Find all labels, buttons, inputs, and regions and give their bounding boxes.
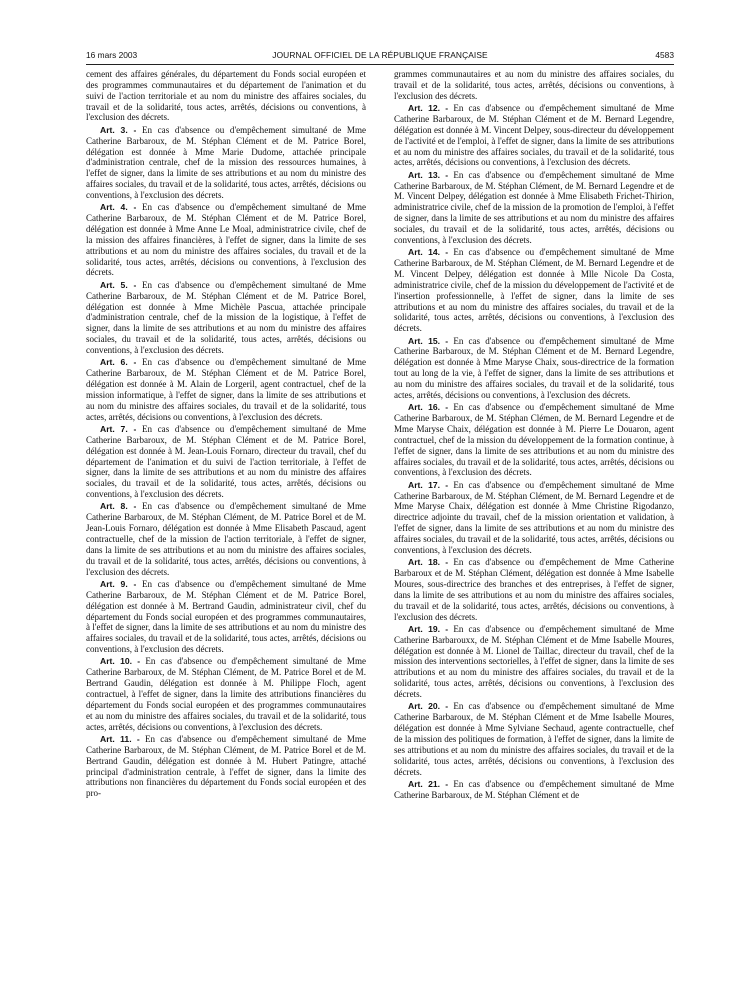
article-paragraph (394, 480, 674, 556)
article-label: Art. 4. - (100, 202, 137, 213)
left-column (86, 69, 366, 801)
article-label: Art. 15. - (408, 335, 449, 346)
article-paragraph (394, 557, 674, 622)
article-paragraph (86, 202, 366, 278)
article-paragraph (86, 734, 366, 799)
article-text: En cas d'absence ou d'empêchement simultané de Mme Catherine Barbaroux, de M. Stéphan Clément et de M. Bernard Legendre, délégation est donnée à Mme Maryse Chaix, sous-directrice de la formation tout au long de la vie, à l'effet de signer, dans la limite de ses attributions et au nom du ministre des affaires sociales, du travail et de la solidarité, tous actes, arrêtés, décisions ou conventions, à l'exclusion des décrets. (394, 335, 675, 400)
article-label: Art. 10. - (100, 656, 141, 667)
article-label: Art. 12. - (408, 103, 449, 114)
article-paragraph (86, 424, 366, 500)
article-text: En cas d'absence ou d'empêchement simultané de Mme Catherine Barbaroux, de M. Stéphan Clément et de M. Patrice Borel, délégation est donnée à Mme Michèle Pascua, attachée principale d'administration centrale, chef de la mission de la logistique, à l'effet de signer, dans la limite de ses attributions et au nom du ministre des affaires sociales, du travail et de la solidarité, tous actes, arrêtés, décisions ou conventions, à l'exclusion des décrets. (86, 279, 367, 355)
article-text: En cas d'absence ou d'empêchement simultané de Mme Catherine Barbaroux, de M. Stéphan Clément et de M. Bernard Legendre, délégation est donnée à M. Vincent Delpey, sous-directeur du développement de l'activité et de l'emploi, à l'effet de signer, dans la limite de ses attributions et au nom du ministre des affaires sociales, du travail et de la solidarité, tous actes, arrêtés, décisions ou conventions, à l'exclusion des décrets. (394, 103, 675, 168)
article-paragraph (394, 779, 674, 801)
article-label: Art. 21. - (408, 778, 449, 789)
article-text: En cas d'absence ou d'empêchement simultané de Mme Catherine Barbaroux, de M. Stéphan Clément, de M. Bernard Legendre et de Mme Maryse Chaix, délégation est donnée à Mme Christine Rigodanzo, directrice adjointe du travail, chef de la mission orientation et validation, à l'effet de signer, dans la limite de ses attributions et au nom du ministre des affaires sociales, du travail et de la solidarité, tous actes, arrêtés, décisions ou conventions, à l'exclusion des décrets. (394, 479, 675, 555)
header-page-number: 4583 (655, 50, 674, 60)
article-text: En cas d'absence ou d'empêchement simultané de Mme Catherine Barbaroux, de M. Stéphan Clément et de M. Patrice Borel, délégation est donnée à Mme Marie Dudome, attachée principale d'administration centrale, chef de la mission des ressources humaines, à l'effet de signer, dans la limite de ses attributions et au nom du ministre des affaires sociales, du travail et de la solidarité, tous actes, arrêtés, décisions ou conventions, à l'exclusion des décrets. (86, 124, 367, 200)
article-text: En cas d'absence ou d'empêchement simultané de Mme Catherine Barbaroux, de M. Stéphan Clément, de M. Patrice Borel et de M. Bertrand Gaudin, délégation est donnée à M. Philippe Floch, agent contractuel, à l'effet de signer, dans la limite des attributions financières du département du Fonds social européen et des programmes communautaires et au nom du ministre des affaires sociales, du travail et de la solidarité, tous actes, arrêtés, décisions ou conventions, à l'exclusion des décrets. (86, 656, 367, 732)
article-paragraph (394, 336, 674, 401)
article-label: Art. 16. - (408, 402, 449, 413)
article-paragraph (394, 247, 674, 334)
article-paragraph (394, 69, 674, 102)
article-text: En cas d'absence ou d'empêchement simultané de Mme Catherine Barbaroux, de M. Stéphan Clément, de M. Bernard Legendre et de M. Vincent Delpey, délégation est donnée à Mme Elisabeth Frichet-Thirion, administratrice civile, chef de la mission de la promotion de l'emploi, à l'effet de signer, dans la limite de ses attributions et au nom du ministre des affaires sociales, du travail et de la solidarité, tous actes, arrêtés, décisions ou conventions, à l'exclusion des décrets. (394, 169, 675, 245)
article-paragraph (394, 624, 674, 700)
article-label: Art. 17. - (408, 479, 449, 490)
header-rule (86, 64, 674, 65)
article-paragraph (394, 402, 674, 478)
article-text: En cas d'absence ou d'empêchement simultané de Mme Catherine Barbaroux, de M. Stéphan Clément et de M. Patrice Borel, délégation est donnée à M. Bertrand Gaudin, administrateur civil, chef du département du Fonds social européen et des programmes communautaires, à l'effet de signer, dans la limite de ses attributions et au nom du ministre des affaires sociales, du travail et de la solidarité, tous actes, arrêtés, décisions ou conventions, à l'exclusion des décrets. (86, 578, 367, 655)
article-paragraph (86, 280, 366, 356)
article-paragraph (86, 579, 366, 655)
article-text: En cas d'absence ou d'empêchement simultané de Mme Catherine Barbaroux, de M. Stéphan Clément, de M. Patrice Borel et de M. Jean-Louis Fornaro, délégation est donnée à Mme Elisabeth Pascaud, agent contractuelle, chef de la mission de l'action territoriale, à l'effet de signer, dans la limite de ses attributions et au nom du ministre des affaires sociales, du travail et de la solidarité, tous actes, arrêtés, décisions ou conventions, à l'exclusion des décrets. (86, 501, 367, 577)
article-paragraph (86, 125, 366, 201)
article-text: En cas d'absence ou d'empêchement simultané de Mme Catherine Barbaroux, de M. Stéphan Clément et de M. Patrice Borel, délégation est donnée à M. Jean-Louis Fornaro, directeur du travail, chef du département de l'animation et du suivi de l'action territoriale, à l'effet de signer, dans la limite de ses attributions et au nom du ministre des affaires sociales, du travail et de la solidarité, tous actes, arrêtés, décisions ou conventions, à l'exclusion des décrets. (86, 423, 367, 500)
header-journal-title: JOURNAL OFFICIEL DE LA RÉPUBLIQUE FRANÇAISE (272, 50, 488, 60)
article-label: Art. 18. - (408, 557, 449, 568)
article-text: En cas d'absence ou d'empêchement simultané de Mme Catherine Barbaroux, de M. Stéphan Clément et de M. Patrice Borel, délégation est donnée à Mme Anne Le Moal, administratrice civile, chef de la mission des affaires financières, à l'effet de signer, dans la limite de ses attributions et au nom du ministre des affaires sociales, du travail et de la solidarité, tous actes, arrêtés, décisions ou conventions, à l'exclusion des décrets. (86, 202, 367, 278)
article-label: Art. 6. - (100, 357, 137, 368)
article-text: En cas d'absence ou d'empêchement simultané de Mme Catherine Barbaroux, de M. Stéphan Clément et de (394, 778, 675, 800)
article-label: Art. 3. - (100, 124, 137, 135)
article-label: Art. 7. - (100, 423, 137, 434)
article-text: En cas d'absence ou d'empêchement de Mme Catherine Barbaroux et de M. Stéphan Clément, délégation est donnée à Mme Isabelle Moures, sous-directrice des branches et des entreprises, à l'effet de signer, dans la limite de ses attributions et au nom du ministre des affaires sociales, du travail et de la solidarité, tous actes, arrêtés, décisions ou conventions, à l'exclusion des décrets. (394, 557, 674, 622)
header-date: 16 mars 2003 (86, 50, 138, 60)
article-paragraph (394, 103, 674, 168)
article-paragraph (394, 170, 674, 246)
article-paragraph (86, 656, 366, 732)
article-paragraph (86, 501, 366, 577)
article-text: En cas d'absence ou d'empêchement simultané de Mme Catherine Barbaroux, de M. Stéphan Clément et de Mme Isabelle Moures, délégation est donnée à Mme Sylviane Sechaud, agente contractuelle, chef de la mission des politiques de formation, à l'effet de signer, dans la limite de ses attributions et au nom du ministre des affaires sociales, du travail et de la solidarité, tous actes, arrêtés, décisions ou conventions, à l'exclusion des décrets. (394, 701, 675, 777)
article-paragraph (394, 701, 674, 777)
article-label: Art. 14. - (408, 247, 449, 258)
article-text: En cas d'absence ou d'empêchement simultané de Mme Catherine Barbaroux, de M. Stéphan Clémen, de M. Bernard Legendre et de Mme Maryse Chaix, délégation est donnée à M. Pierre Le Douaron, agent contractuel, chef de la mission du développement de la formation continue, à l'effet de signer, dans la limite de ses attributions et au nom du ministre des affaires sociales, du travail et de la solidarité, tous actes, arrêtés, décisions ou conventions, à l'exclusion des décrets. (394, 402, 675, 478)
article-text: En cas d'absence ou d'empêchement simultané de Mme Catherine Barbaroux, de M. Stéphan Clément et de M. Patrice Borel, délégation est donnée à M. Alain de Lorgeril, agent contractuel, chef de la mission informatique, à l'effet de signer, dans la limite de ses attributions et au nom du ministre des affaires sociales, du travail et de la solidarité, tous actes, arrêtés, décisions ou conventions, à l'exclusion des décrets. (86, 357, 367, 422)
page-header (86, 50, 674, 64)
article-text: En cas d'absence ou d'empêchement simultané de Mme Catherine Barbaroux, de M. Stéphan Clément, de M. Patrice Borel et de M. Bertrand Gaudin, délégation est donnée à M. Hubert Patingre, attaché principal d'administration centrale, à l'effet de signer, dans la limite des attributions non financières du département du Fonds social européen et des pro- (86, 733, 366, 799)
article-text: grammes communautaires et au nom du ministre des affaires sociales, du travail et de la solidarité, tous actes, arrêtés, décisions ou conventions, à l'exclusion des décrets. (394, 69, 674, 101)
article-label: Art. 13. - (408, 169, 449, 180)
right-column (394, 69, 674, 802)
article-paragraph (86, 357, 366, 422)
article-label: Art. 8. - (100, 501, 137, 512)
article-label: Art. 11. - (100, 733, 140, 744)
article-label: Art. 19. - (408, 623, 449, 634)
article-label: Art. 9. - (100, 578, 137, 589)
article-paragraph (86, 69, 366, 123)
article-text: En cas d'absence ou d'empêchement simultané de Mme Catherine Barbaroux, de M. Stéphan Clément, de M. Bernard Legendre et de M. Vincent Delpey, délégation est donnée à Mlle Nicole Da Costa, administratrice civile, chef de la mission du développement de l'activité et de l'insertion professionnelle, à l'effet de signer, dans la limite de ses attributions et au nom du ministre des affaires sociales, du travail et de la solidarité, tous actes, arrêtés, décisions ou conventions, à l'exclusion des décrets. (394, 247, 675, 334)
article-text: En cas d'absence ou d'empêchement simultané de Mme Catherine Barbarouxx, de M. Stéphan Clément et de Mme Isabelle Moures, délégation est donnée à M. Lionel de Taillac, directeur du travail, chef de la mission des interventions sectorielles, à l'effet de signer, dans la limite de ses attributions et au nom du ministre des affaires sociales, du travail et de la solidarité, tous actes, arrêtés, décisions ou conventions, à l'exclusion des décrets. (394, 623, 675, 699)
article-text: cement des affaires générales, du département du Fonds social européen et des programmes communautaires et du département de l'animation et du suivi de l'action territoriale et au nom du ministre des affaires sociales, du travail et de la solidarité, tous actes, arrêtés, décisions ou conventions, à l'exclusion des décrets. (86, 69, 366, 123)
article-label: Art. 5. - (100, 279, 137, 290)
article-label: Art. 20. - (408, 701, 449, 712)
